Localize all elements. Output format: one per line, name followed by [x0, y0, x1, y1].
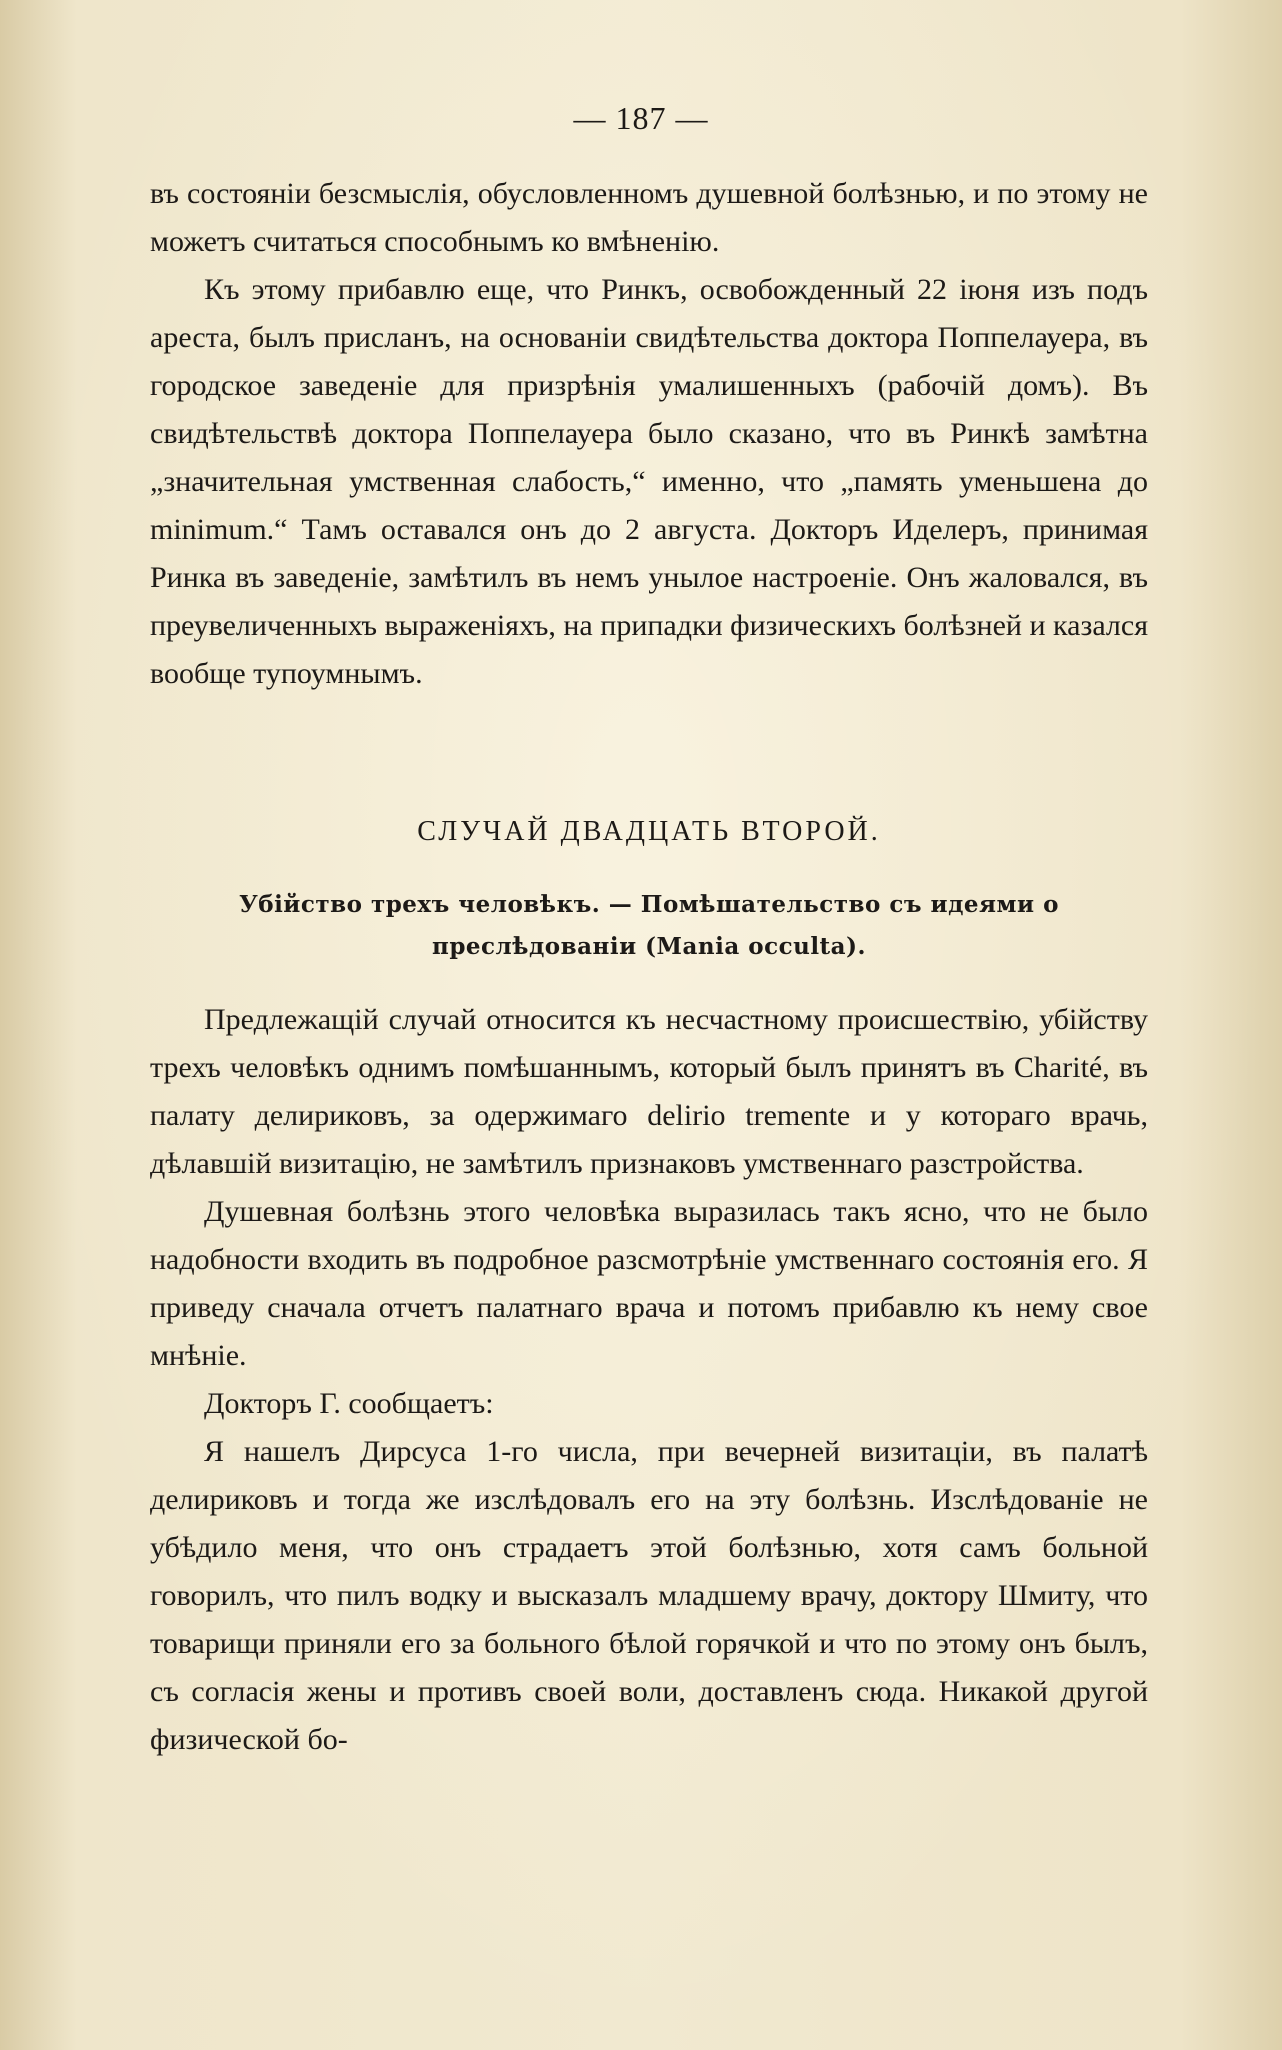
intro-paragraph-1: въ состояніи безсмыслія, обусловленномъ душевной болѣзнью, и по этому не можетъ считаться способнымъ ко вмѣненію.	[150, 177, 1148, 258]
page-number: — 187 —	[573, 100, 709, 136]
case-title: СЛУЧАЙ ДВАДЦАТЬ ВТОРОЙ.	[417, 816, 881, 847]
body-paragraph-1: Предлежащій случай относится къ несчастному происшествію, убійству трехъ человѣкъ однимъ помѣшаннымъ, который былъ принятъ въ Charité, въ палату делириковъ, за одержимаго delirio tremente и у котораго врачь, дѣлавшій визитацію, не замѣтилъ признаковъ умственнаго разстройства.	[150, 1003, 1148, 1180]
body-paragraph-2: Душевная болѣзнь этого человѣка выразилась такъ ясно, что не было надобности входить въ подробное разсмотрѣніе умственнаго состоянія его. Я приведу сначала отчетъ палатнаго врача и потомъ прибавлю къ нему свое мнѣніе.	[150, 1195, 1148, 1372]
body-text	[150, 996, 1148, 1764]
case-subtitle: Убійство трехъ человѣкъ. — Помѣшательство съ идеями о преслѣдованіи (Mania occulta).	[239, 891, 1059, 960]
intro-paragraph-2: Къ этому прибавлю еще, что Ринкъ, освобожденный 22 іюня изъ подъ ареста, былъ присланъ, на основаніи свидѣтельства доктора Поппелауера, въ городское заведеніе для призрѣнія умалишенныхъ (рабочій домъ). Въ свидѣтельствѣ доктора Поппелауера было сказано, что въ Ринкѣ замѣтна „значительная умственная слабость,“ именно, что „память уменьшена до minimum.“ Тамъ оставался онъ до 2 августа. Докторъ Иделеръ, принимая Ринка въ заведеніе, замѣтилъ въ немъ унылое настроеніе. Онъ жаловался, въ преувеличенныхъ выраженіяхъ, на припадки физическихъ болѣзней и казался вообще тупоумнымъ.	[150, 273, 1148, 690]
body-paragraph-4: Я нашелъ Дирсуса 1-го числа, при вечерней визитаціи, въ палатѣ делириковъ и тогда же изслѣдовалъ его на эту болѣзнь. Изслѣдованіе не убѣдило меня, что онъ страдаетъ этой болѣзнью, хотя самъ больной говорилъ, что пилъ водку и высказалъ младшему врачу, доктору Шмиту, что товарищи приняли его за больного бѣлой горячкой и что по этому онъ былъ, съ согласія жены и противъ своей воли, доставленъ сюда. Никакой другой физической бо-	[150, 1435, 1148, 1756]
intro-text	[150, 170, 1148, 698]
body-paragraph-3: Докторъ Г. сообщаетъ:	[204, 1387, 494, 1420]
